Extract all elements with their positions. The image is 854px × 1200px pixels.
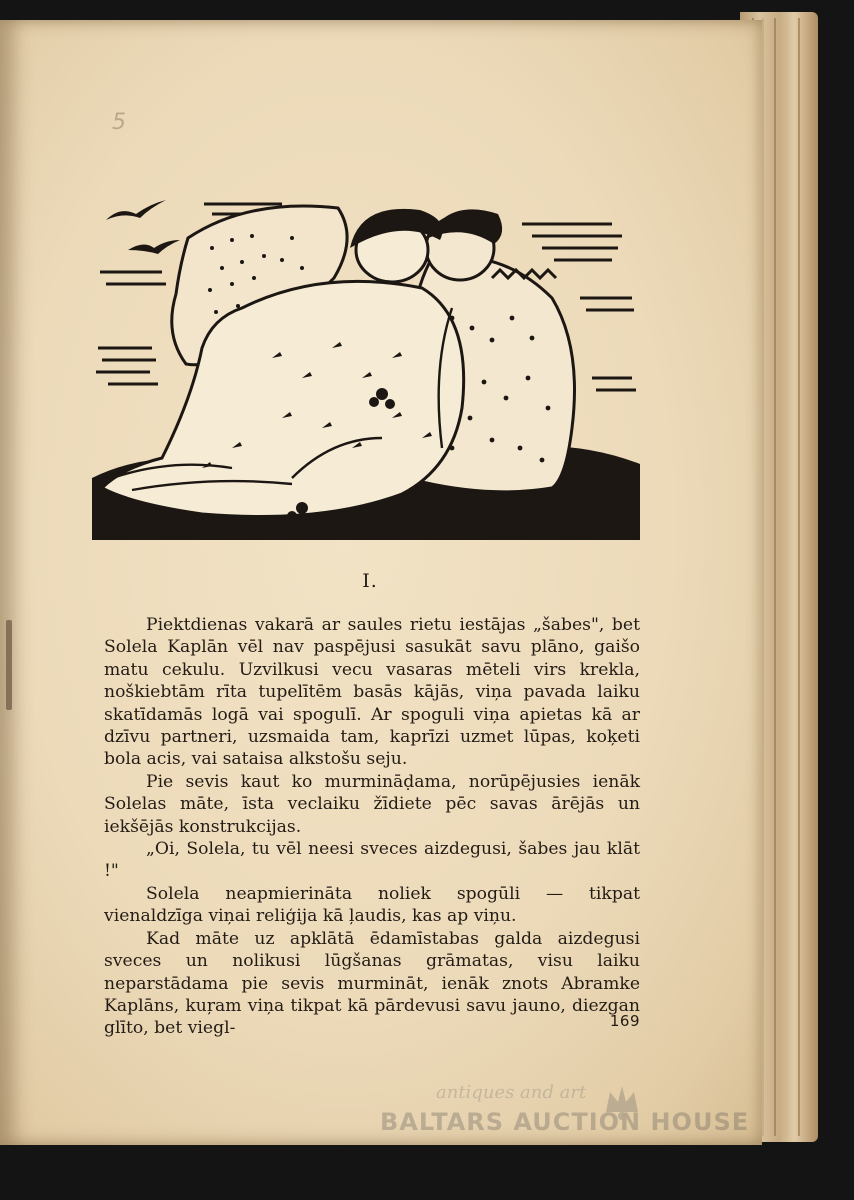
paragraph: Piektdienas vakarā ar saules rietu iestājas „šabes", bet Solela Kaplān vēl nav paspējusi sasukāt savu plāno, gaišo matu cekulu. Uzvilkusi vecu vasaras mēteli virs krekla, noškiebtām rīta tupelītēm basās kājās, viņa pavada laiku skatīdamās logā vai spogulī. Ar spoguli viņa apietas kā ar dzīvu partneri, uzsmaida tam, kaprīzi uzmet lūpas, koķeti bola acis, vai sataisa alkstošu seju. xyxy=(104,615,640,770)
paragraph: Pie sevis kaut ko murmināḍama, norūpējusies ienāk Solelas māte, īsta veclaiku žīdiete pēc savas ārējās un iekšējās konstrukcijas. xyxy=(104,771,640,837)
chapter-number: I. xyxy=(362,570,378,592)
paragraph: Solela neapmierināta noliek spogūli — tikpat vienaldzīga viņai reliģija kā ļaudis, kas ap viņu. xyxy=(104,883,640,927)
watermark-tagline: antiques and art xyxy=(436,1082,587,1103)
page-number: 169 xyxy=(609,1012,640,1030)
bird-icon xyxy=(106,200,166,220)
watermark-brand: BALTARS AUCTION HOUSE xyxy=(380,1108,750,1136)
bird-icon xyxy=(128,240,180,254)
book-page xyxy=(0,20,762,1145)
paragraph: „Oi, Solela, tu vēl neesi sveces aizdegusi, šabes jau klāt !" xyxy=(104,839,640,882)
gutter-shadow xyxy=(6,620,12,710)
left-figure-dress xyxy=(102,281,464,516)
body-text xyxy=(104,614,640,1040)
woodcut-illustration xyxy=(92,178,640,540)
pencil-note: 5 xyxy=(112,110,126,135)
paragraph: Kad māte uz apklātā ēdamīstabas galda aizdegusi sveces un nolikusi lūgšanas grāmatas, visu laiku neparstādama pie sevis murmināt, ienāk znots Abramke Kaplāns, kuŗam viņa tikpat kā pārdevusi savu jauno, diezgan glīto, bet viegl- xyxy=(104,928,640,1039)
watermark xyxy=(380,1082,780,1152)
